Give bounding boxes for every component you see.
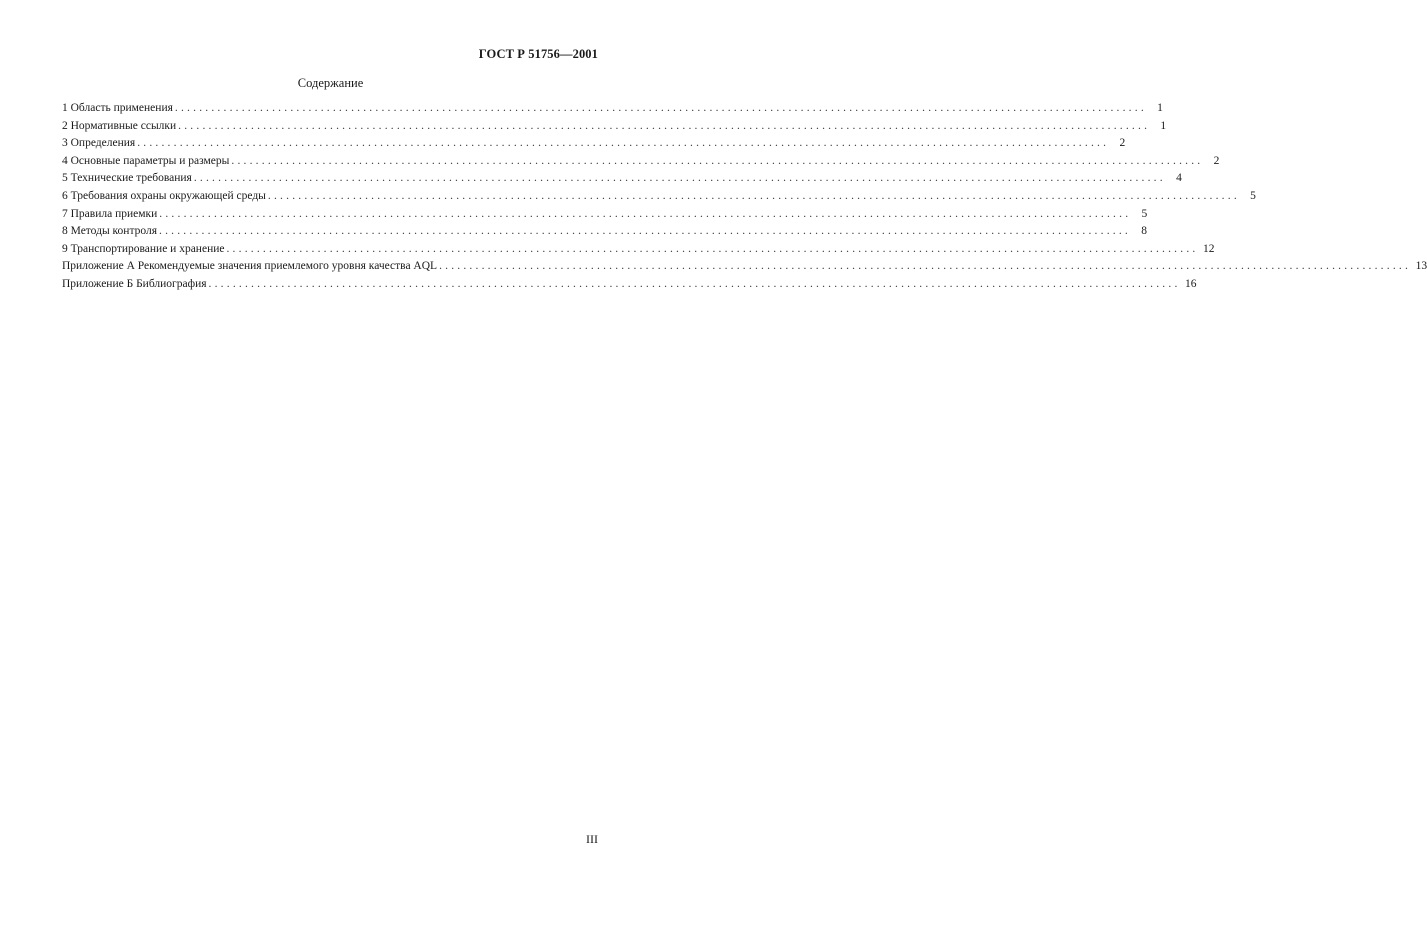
toc-entry-page: 12	[1202, 242, 1215, 255]
toc-entry-label: 8 Методы контроля	[62, 225, 157, 238]
toc-entry-label: 2 Нормативные ссылки	[62, 119, 177, 132]
toc-entry-page: 5	[1141, 207, 1148, 220]
toc-leader-dots: ................................................................................................................................................................	[267, 189, 1240, 202]
toc-entry-label: 1 Область применения	[62, 102, 173, 114]
toc-entry[interactable]	[62, 100, 1163, 118]
toc-entry-page: 4	[1176, 172, 1182, 185]
toc-entry[interactable]	[62, 118, 1167, 136]
toc-entry-page: 1	[1160, 119, 1167, 132]
toc-entry-label: 9 Транспортирование и хранение	[62, 242, 225, 255]
toc-leader-dots: ................................................................................................................................................................	[178, 119, 1151, 132]
toc-entry[interactable]	[62, 223, 1147, 241]
toc-entry-page: 13	[1415, 260, 1427, 273]
toc-leader-dots: ................................................................................................................................................................	[439, 260, 1412, 273]
toc-entry-label: Приложение А Рекомендуемые значения приемлемого уровня качества AQL	[62, 260, 438, 273]
toc-leader-dots: ................................................................................................................................................................	[174, 102, 1147, 114]
toc-leader-dots: ................................................................................................................................................................	[231, 154, 1204, 167]
toc-entry[interactable]	[62, 258, 1427, 276]
toc-leader-dots: ................................................................................................................................................................	[159, 225, 1131, 238]
toc-entry-label: 4 Основные параметры и размеры	[62, 154, 230, 167]
toc-entry-page: 16	[1185, 277, 1197, 290]
toc-entry-page: 5	[1250, 189, 1256, 202]
toc-entry[interactable]	[62, 206, 1148, 224]
toc-leader-dots: ................................................................................................................................................................	[159, 207, 1132, 220]
table-of-contents	[62, 100, 1427, 294]
toc-leader-dots: ................................................................................................................................................................	[226, 242, 1199, 255]
document-code-header: ГОСТ Р 51756—2001	[478, 47, 598, 61]
toc-entry[interactable]	[62, 135, 1126, 153]
toc-entry-label: 3 Определения	[62, 137, 136, 150]
toc-entry-page: 2	[1119, 137, 1126, 150]
toc-entry[interactable]	[62, 188, 1256, 206]
toc-entry[interactable]	[62, 153, 1220, 171]
toc-entry-page: 1	[1157, 102, 1163, 114]
toc-leader-dots: ................................................................................................................................................................	[193, 172, 1166, 185]
toc-entry-page: 8	[1141, 225, 1147, 238]
toc-entry[interactable]	[62, 170, 1182, 188]
page-number: III	[586, 832, 598, 846]
toc-entry-label: 5 Технические требования	[62, 172, 192, 185]
toc-entry[interactable]	[62, 241, 1215, 259]
toc-title: Содержание	[297, 76, 364, 90]
toc-leader-dots: ................................................................................................................................................................	[137, 137, 1110, 150]
toc-leader-dots: ................................................................................................................................................................	[208, 277, 1181, 290]
toc-entry-page: 2	[1213, 154, 1220, 167]
toc-entry-label: Приложение Б Библиография	[62, 277, 207, 290]
toc-entry-label: 7 Правила приемки	[62, 207, 158, 220]
toc-entry[interactable]	[62, 276, 1197, 294]
toc-entry-label: 6 Требования охраны окружающей среды	[62, 189, 266, 202]
